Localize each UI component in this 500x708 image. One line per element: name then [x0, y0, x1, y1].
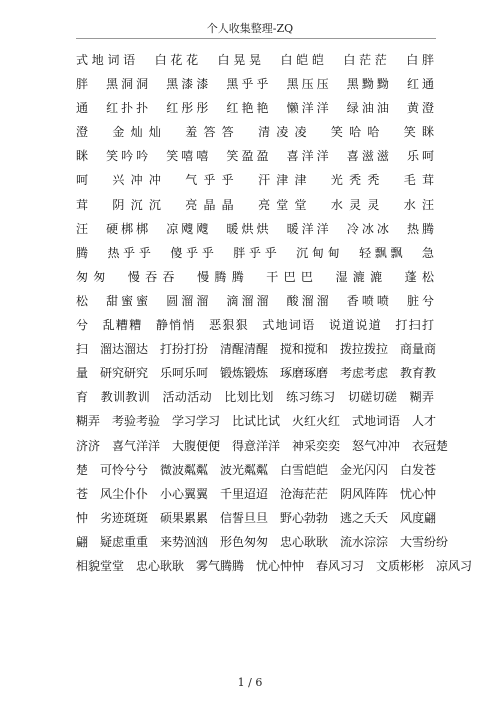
text-line: 扫 溜达溜达 打扮打扮 清醒清醒 搅和搅和 拨拉拨拉 商量商: [76, 342, 437, 357]
text-line: 相貌堂堂 忠心耿耿 雾气腾腾 忧心忡忡 春风习习 文质彬彬 凉风习: [76, 558, 473, 573]
text-line: 济济 喜气洋洋 大腹便便 得意洋洋 神采奕奕 怒气冲冲 衣冠楚: [76, 438, 449, 453]
text-line: 翩 疑虑重重 来势汹汹 形色匆匆 忠心耿耿 流水淙淙 大雪纷纷: [76, 534, 449, 549]
text-line: 胖 黑洞洞 黑漆漆 黑乎乎 黑压压 黑黝黝 红通: [76, 77, 434, 92]
text-line: 澄 金灿灿 羞答答 清凌凌 笑哈哈 笑眯: [76, 125, 434, 140]
page-number: 1 / 6: [237, 676, 263, 689]
text-line: 量 研究研究 乐呵乐呵 锻炼锻炼 琢磨琢磨 考虑考虑 教育教: [76, 366, 437, 381]
text-line: 通 红扑扑 红彤彤 红艳艳 懒洋洋 绿油油 黄澄: [76, 101, 434, 116]
text-line: 兮 乱糟糟 静悄悄 恶狠狠 式地词语 说道说道 打扫打: [76, 318, 434, 333]
text-line: 呵 兴冲冲 气乎乎 汗津津 光秃秃 毛茸: [76, 173, 434, 188]
text-line: 茸 阴沉沉 亮晶晶 亮堂堂 水灵灵 水汪: [76, 197, 434, 212]
text-line: 糊弄 考验考验 学习学习 比试比试 火红火红 式地词语 人才: [76, 414, 437, 429]
text-line: 楚 可怜兮兮 微波粼粼 波光粼粼 白雪皑皑 金光闪闪 白发苍: [76, 462, 437, 477]
text-line: 苍 风尘仆仆 小心翼翼 千里迢迢 沧海茫茫 阴风阵阵 忧心忡: [76, 486, 437, 501]
text-line: 匆匆 慢吞吞 慢腾腾 干巴巴 湿漉漉 蓬松: [76, 269, 434, 284]
text-line: 眯 笑吟吟 笑嘻嘻 笑盈盈 喜洋洋 喜滋滋 乐呵: [76, 149, 434, 164]
text-line: 式地词语 白花花 白晃晃 白皑皑 白茫茫 白胖: [76, 53, 434, 67]
page-header: 个人收集整理-ZQ: [206, 22, 294, 35]
text-line: 松 甜蜜蜜 圆溜溜 滴溜溜 酸溜溜 香喷喷 脏兮: [76, 293, 434, 308]
text-line: 汪 硬梆梆 凉飕飕 暖烘烘 暖洋洋 冷冰冰 热腾: [76, 221, 434, 236]
text-line: 腾 热乎乎 傻乎乎 胖乎乎 沉甸甸 轻飘飘 急: [76, 245, 434, 260]
text-line: 忡 劣迹斑斑 硕果累累 信誓旦旦 野心勃勃 逃之夭夭 风度翩: [76, 510, 437, 525]
document-body: [76, 48, 473, 578]
text-line: 育 教训教训 活动活动 比划比划 练习练习 切磋切磋 糊弄: [76, 390, 434, 405]
header-divider: [76, 38, 436, 39]
